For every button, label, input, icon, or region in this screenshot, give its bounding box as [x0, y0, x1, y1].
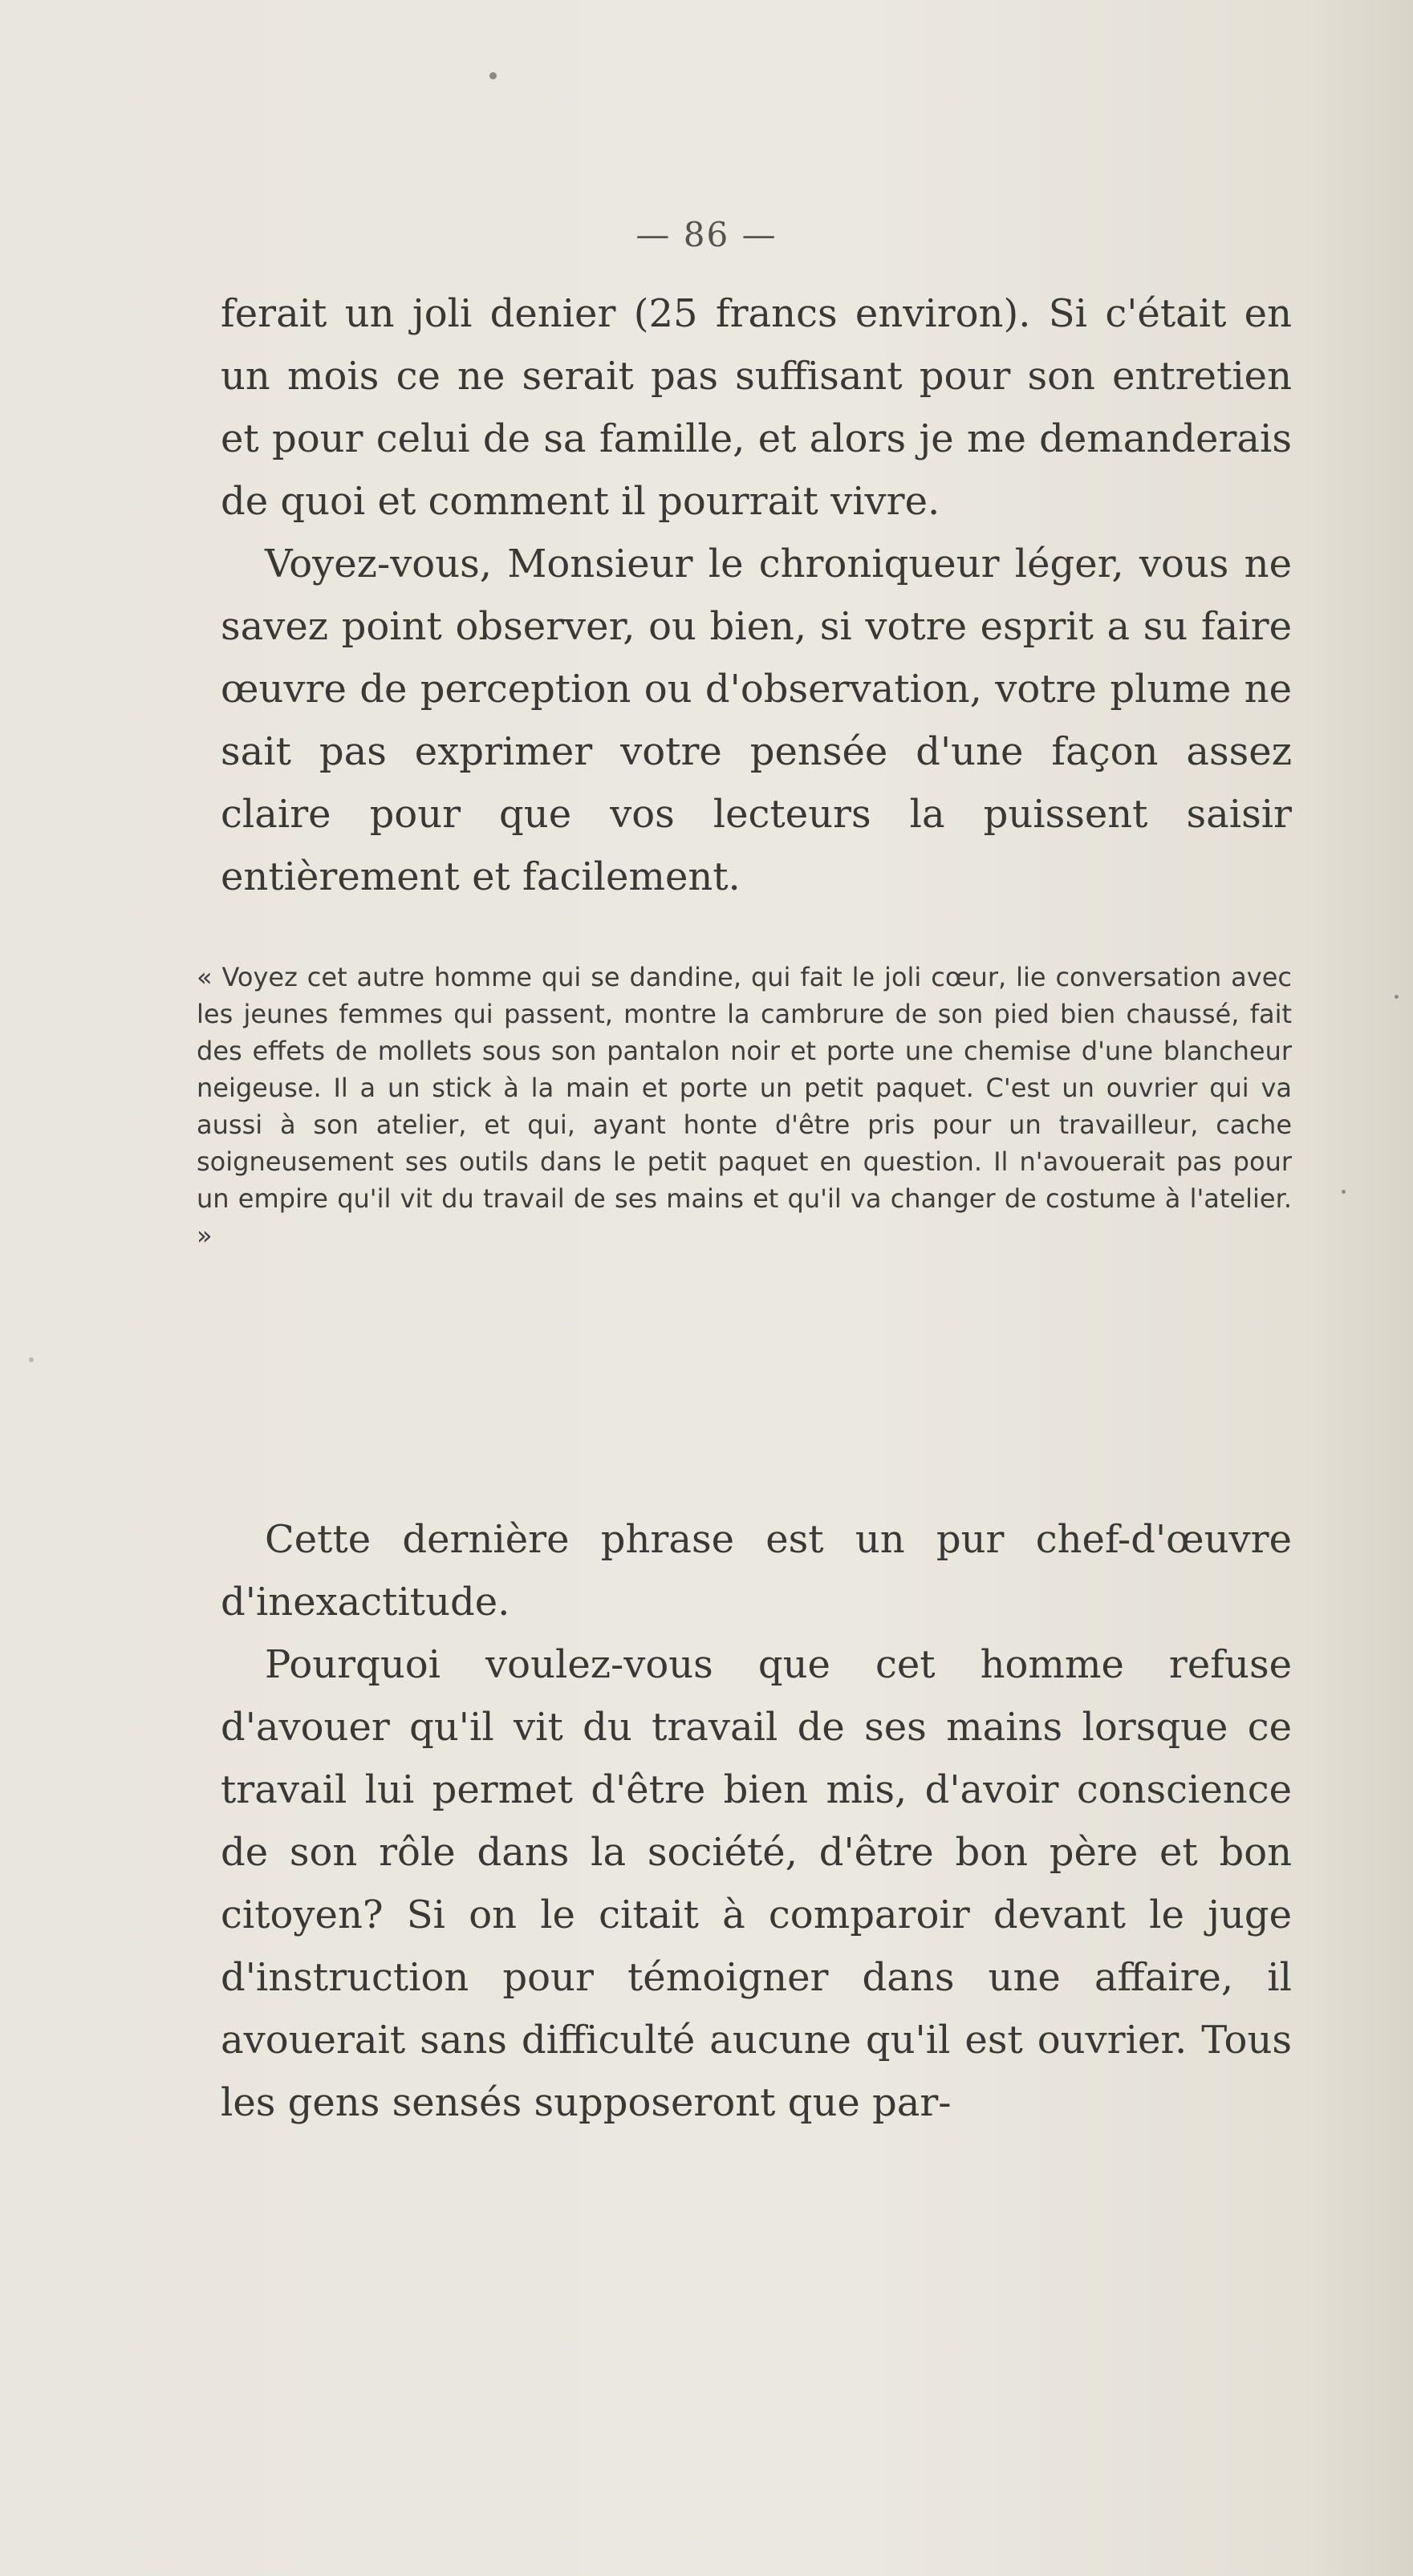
- paper-speck: [1395, 995, 1399, 999]
- paper-speck: [1342, 1190, 1346, 1194]
- page-number: — 86 —: [635, 215, 778, 254]
- block-quote: « Voyez cet autre homme qui se dandine, qui fait le joli cœur, lie conversation avec les jeunes femmes qui passent, montre la cambrure de son pied bien chaussé, fait des effets de mollets sous son pantalon noir et porte une chemise d'une blancheur neigeuse. Il a un stick à la main et porte un petit paquet. C'est un ouvrier qui va aussi à son atelier, et qui, ayant honte d'être pris pour un travailleur, cache soigneusement ses outils dans le petit paquet en question. Il n'avouerait pas pour un empire qu'il vit du travail de ses mains et qu'il va changer de costume à l'atelier. »: [197, 962, 1292, 1251]
- paragraph: Pourquoi voulez-vous que cet homme refuse d'avouer qu'il vit du travail de ses mains lorsque ce travail lui permet d'être bien mis, d'avoir conscience de son rôle dans la société, d'être bon père et bon citoyen? Si on le citait à comparoir devant le juge d'instruction pour témoigner dans une affaire, il avouerait sans difficulté aucune qu'il est ouvrier. Tous les gens sensés supposeront que par-: [221, 1642, 1292, 2125]
- paper-speck: [489, 72, 497, 79]
- paragraph: Cette dernière phrase est un pur chef-d'œuvre d'inexactitude.: [221, 1517, 1292, 1625]
- body-text-top: [221, 282, 1292, 908]
- paragraph: ferait un joli denier (25 francs environ). Si c'était en un mois ce ne serait pas suffisant pour son entretien et pour celui de sa famille, et alors je me demanderais de quoi et comment il pourrait vivre.: [221, 291, 1292, 524]
- paragraph: Voyez-vous, Monsieur le chroniqueur léger, vous ne savez point observer, ou bien, si votre esprit a su faire œuvre de perception ou d'observation, votre plume ne sait pas exprimer votre pensée d'une façon assez claire pour que vos lecteurs la puissent saisir entièrement et facilement.: [221, 542, 1292, 899]
- body-text-bottom: [221, 1508, 1292, 2134]
- paper-speck: [29, 1357, 34, 1362]
